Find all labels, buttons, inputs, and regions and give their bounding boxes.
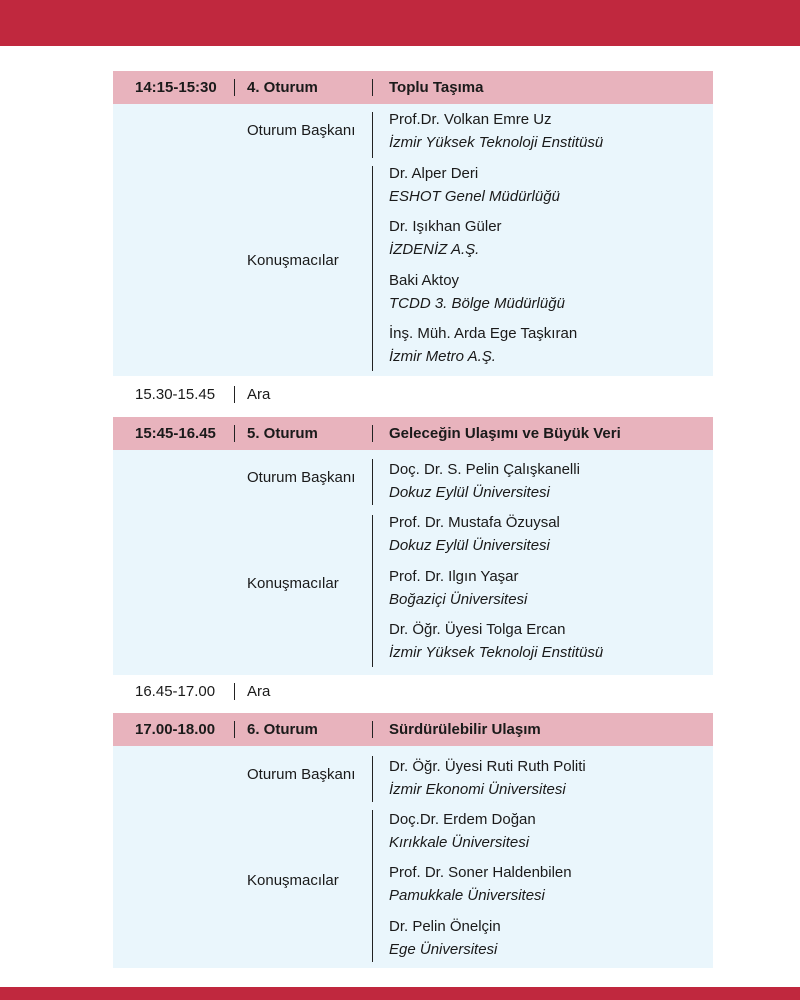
break-time: 15.30-15.45 — [135, 386, 216, 403]
divider — [372, 166, 373, 371]
speaker — [389, 215, 502, 261]
person-institution: Pamukkale Üniversitesi — [389, 887, 545, 904]
speaker — [389, 915, 501, 961]
session-header — [113, 713, 713, 746]
session-number: 6. Oturum — [247, 721, 318, 738]
divider — [372, 756, 373, 802]
session-chair — [389, 755, 586, 801]
divider — [372, 425, 373, 442]
divider — [372, 459, 373, 505]
break-row — [113, 675, 713, 708]
divider — [372, 515, 373, 667]
session-chair — [389, 458, 580, 504]
divider — [234, 79, 235, 96]
top-banner — [0, 0, 800, 46]
speaker — [389, 618, 603, 664]
person-name: Dr. Işıkhan Güler — [389, 218, 502, 235]
person-name: Baki Aktoy — [389, 272, 460, 289]
person-name: Doç.Dr. Erdem Doğan — [389, 811, 536, 828]
person-institution: İzmir Yüksek Teknoloji Enstitüsü — [389, 644, 604, 661]
person-name: Dr. Alper Deri — [389, 165, 479, 182]
person-name: İnş. Müh. Arda Ege Taşkıran — [389, 325, 578, 342]
person-institution: Kırıkkale Üniversitesi — [389, 834, 530, 851]
speaker — [389, 808, 536, 854]
divider — [234, 683, 235, 700]
divider — [372, 112, 373, 158]
person-name: Doç. Dr. S. Pelin Çalışkanelli — [389, 461, 580, 478]
session-title: Geleceğin Ulaşımı ve Büyük Veri — [389, 425, 621, 442]
chair-label: Oturum Başkanı — [247, 469, 356, 486]
speaker — [389, 322, 577, 368]
person-institution: ESHOT Genel Müdürlüğü — [389, 188, 560, 205]
chair-label: Oturum Başkanı — [247, 122, 356, 139]
person-name: Dr. Öğr. Üyesi Tolga Ercan — [389, 621, 566, 638]
session-chair — [389, 108, 603, 154]
chair-label: Oturum Başkanı — [247, 766, 356, 783]
person-name: Prof. Dr. Mustafa Özuysal — [389, 514, 560, 531]
speaker — [389, 269, 565, 315]
person-name: Dr. Pelin Önelçin — [389, 918, 501, 935]
session-body — [113, 104, 713, 376]
person-name: Prof. Dr. Ilgın Yaşar — [389, 568, 519, 585]
divider — [234, 386, 235, 403]
person-institution: İzmir Metro A.Ş. — [389, 348, 496, 365]
person-institution: TCDD 3. Bölge Müdürlüğü — [389, 295, 565, 312]
session-body — [113, 450, 713, 675]
speaker — [389, 861, 572, 907]
session-title: Toplu Taşıma — [389, 79, 484, 96]
break-label: Ara — [247, 386, 271, 403]
break-time: 16.45-17.00 — [135, 683, 216, 700]
session-body — [113, 746, 713, 968]
session-time: 15:45-16.45 — [135, 425, 216, 442]
person-name: Dr. Öğr. Üyesi Ruti Ruth Politi — [389, 758, 586, 775]
person-institution: İzmir Yüksek Teknoloji Enstitüsü — [389, 134, 604, 151]
speakers-label: Konuşmacılar — [247, 252, 339, 269]
session-time: 14:15-15:30 — [135, 79, 217, 96]
speakers-label: Konuşmacılar — [247, 872, 339, 889]
session-time: 17.00-18.00 — [135, 721, 216, 738]
person-institution: Dokuz Eylül Üniversitesi — [389, 537, 550, 554]
session-number: 4. Oturum — [247, 79, 318, 96]
speaker — [389, 162, 560, 208]
divider — [234, 721, 235, 738]
person-institution: İzmir Ekonomi Üniversitesi — [389, 781, 566, 798]
person-institution: Boğaziçi Üniversitesi — [389, 591, 528, 608]
session-header — [113, 71, 713, 104]
speaker — [389, 511, 560, 557]
break-row — [113, 378, 713, 411]
speakers-label: Konuşmacılar — [247, 575, 339, 592]
bottom-banner — [0, 987, 800, 1000]
person-institution: Ege Üniversitesi — [389, 941, 498, 958]
speaker — [389, 565, 527, 611]
divider — [372, 79, 373, 96]
person-institution: İZDENİZ A.Ş. — [389, 241, 480, 258]
divider — [372, 721, 373, 738]
divider — [234, 425, 235, 442]
session-number: 5. Oturum — [247, 425, 318, 442]
person-institution: Dokuz Eylül Üniversitesi — [389, 484, 550, 501]
session-title: Sürdürülebilir Ulaşım — [389, 721, 541, 738]
divider — [372, 810, 373, 962]
session-header — [113, 417, 713, 450]
person-name: Prof. Dr. Soner Haldenbilen — [389, 864, 572, 881]
break-label: Ara — [247, 683, 271, 700]
person-name: Prof.Dr. Volkan Emre Uz — [389, 111, 552, 128]
